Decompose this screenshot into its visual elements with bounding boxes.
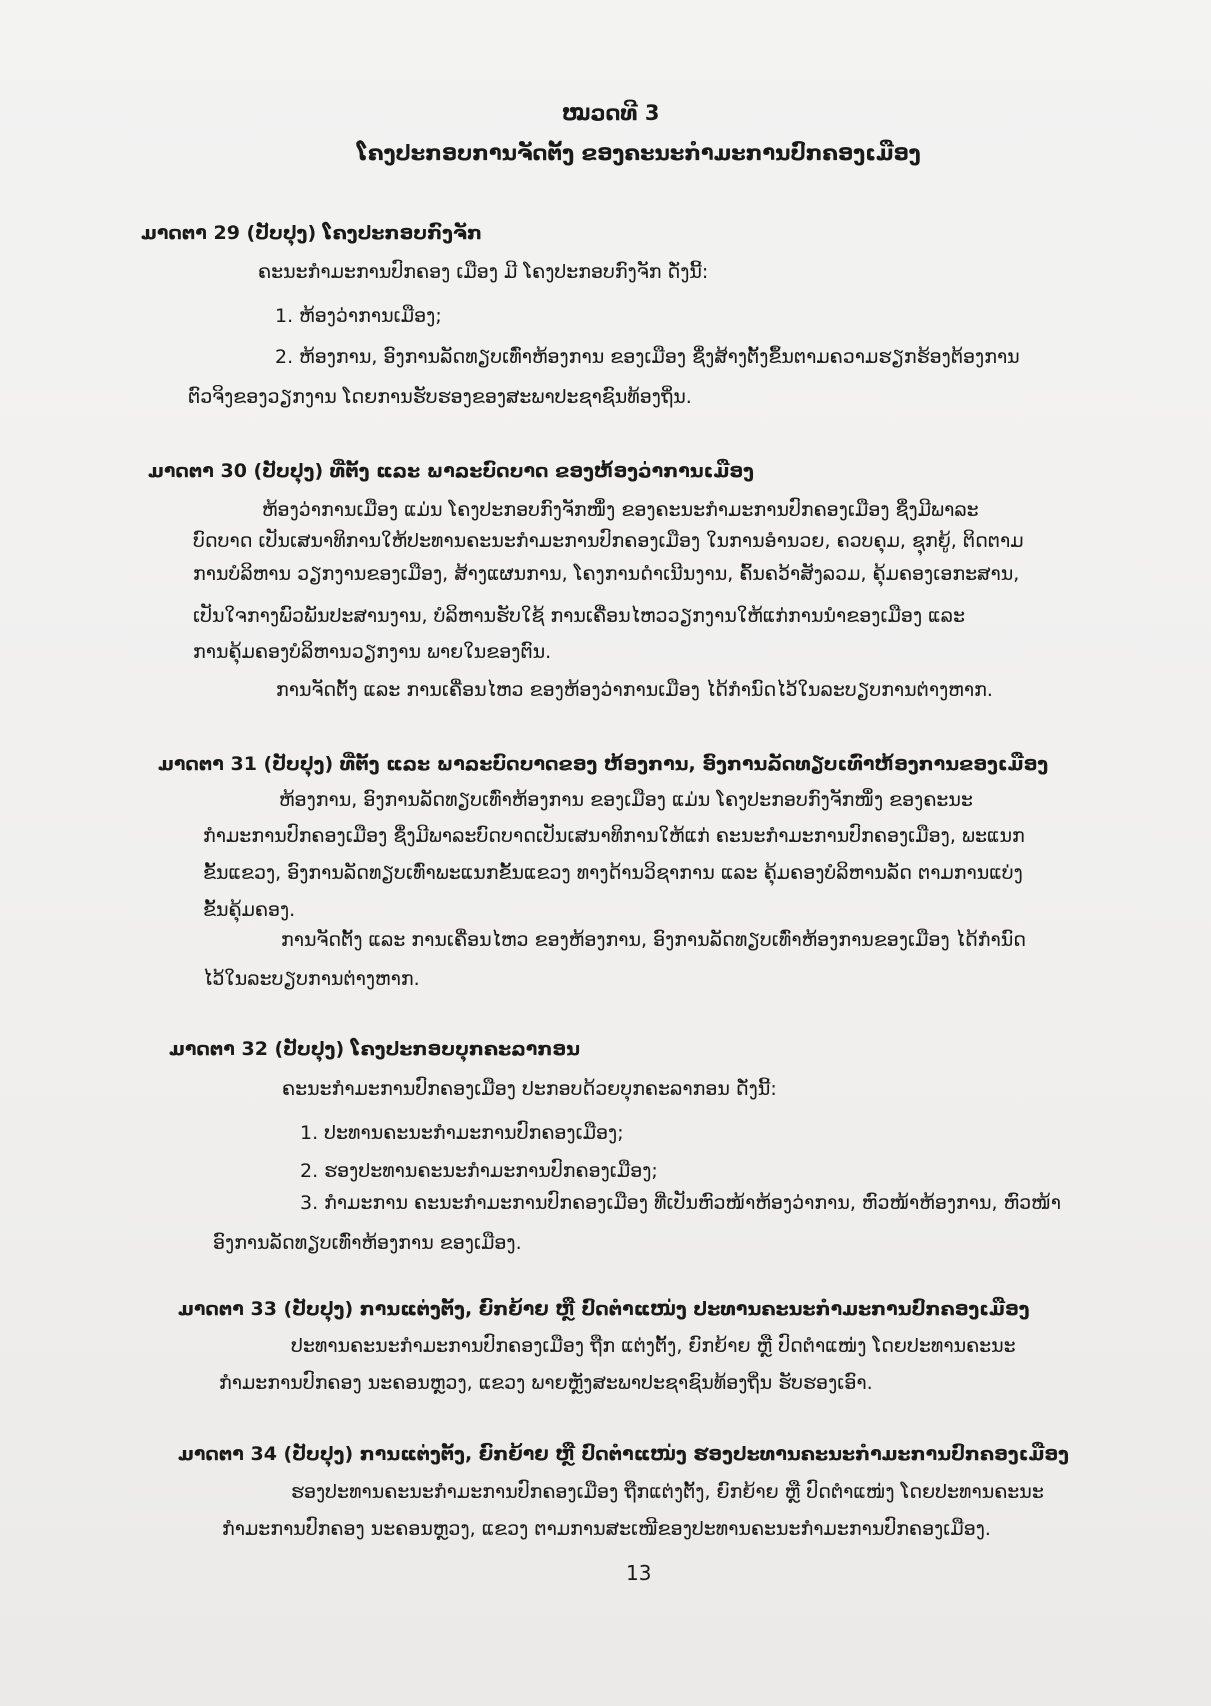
page-number: 13 bbox=[626, 1561, 652, 1585]
chapter-title: ໂຄງປະກອບການຈັດຕັ້ງ ຂອງຄະນະກຳມະການປົກຄອງເມືອງ bbox=[357, 141, 921, 165]
article-29-line: ຕົວຈິງຂອງວຽກງານ ໂດຍການຮັບຮອງຂອງສະພາປະຊາຊົນທ້ອງຖິ່ນ. bbox=[188, 386, 692, 408]
article-32-line: 1. ປະທານຄະນະກຳມະການປົກຄອງເມືອງ; bbox=[300, 1122, 624, 1144]
article-33-line: ປະທານຄະນະກຳມະການປົກຄອງເມືອງ ຖືກ ແຕ່ງຕັ້ງ, ຍົກຍ້າຍ ຫຼື ປົດຕຳແໜ່ງ ໂດຍປະທານຄະນະ bbox=[291, 1335, 1016, 1357]
article-31-line: ຂັ້ນແຂວງ, ອົງການລັດທຽບເທົ່າພະແນກຂັ້ນແຂວງ ທາງດ້ານວິຊາການ ແລະ ຄຸ້ມຄອງບໍລິຫານລັດ ຕາມການແບ່ງ bbox=[203, 862, 1023, 884]
article-31-heading: ມາດຕາ 31 (ປັບປຸງ) ທີ່ຕັ້ງ ແລະ ພາລະບົດບາດຂອງ ຫ້ອງການ, ອົງການລັດທຽບເທົ່າຫ້ອງການຂອງເມືອງ bbox=[158, 753, 1049, 775]
article-33-heading: ມາດຕາ 33 (ປັບປຸງ) ການແຕ່ງຕັ້ງ, ຍົກຍ້າຍ ຫຼື ປົດຕຳແໜ່ງ ປະທານຄະນະກຳມະການປົກຄອງເມືອງ bbox=[178, 1298, 1030, 1320]
article-30-heading: ມາດຕາ 30 (ປັບປຸງ) ທີ່ຕັ້ງ ແລະ ພາລະບົດບາດ ຂອງຫ້ອງວ່າການເມືອງ bbox=[148, 460, 754, 482]
article-34-line: ຮອງປະທານຄະນະກຳມະການປົກຄອງເມືອງ ຖືກແຕ່ງຕັ້ງ, ຍົກຍ້າຍ ຫຼື ປົດຕຳແໜ່ງ ໂດຍປະທານຄະນະ bbox=[291, 1481, 1044, 1503]
article-29-line: 1. ຫ້ອງວ່າການເມືອງ; bbox=[275, 305, 442, 327]
article-32-line: ຄະນະກຳມະການປົກຄອງເມືອງ ປະກອບດ້ວຍບຸກຄະລາກອນ ດັ່ງນີ້: bbox=[282, 1078, 777, 1100]
article-31-line: ຂັ້ນຄຸ້ມຄອງ. bbox=[203, 899, 296, 921]
article-32-line: 2. ຮອງປະທານຄະນະກຳມະການປົກຄອງເມືອງ; bbox=[300, 1160, 658, 1182]
article-32-heading: ມາດຕາ 32 (ປັບປຸງ) ໂຄງປະກອບບຸກຄະລາກອນ bbox=[169, 1038, 581, 1060]
article-33-line: ກຳມະການປົກຄອງ ນະຄອນຫຼວງ, ແຂວງ ພາຍຫຼັງສະພາປະຊາຊົນທ້ອງຖິ່ນ ຮັບຮອງເອົາ. bbox=[219, 1372, 873, 1394]
article-29-heading: ມາດຕາ 29 (ປັບປຸງ) ໂຄງປະກອບກົງຈັກ bbox=[141, 222, 482, 244]
article-31-line: ໄວ້ໃນລະບຽບການຕ່າງຫາກ. bbox=[203, 968, 420, 990]
article-30-line: ການຈັດຕັ້ງ ແລະ ການເຄື່ອນໄຫວ ຂອງຫ້ອງວ່າການເມືອງ ໄດ້ກຳນົດໄວ້ໃນລະບຽບການຕ່າງຫາກ. bbox=[276, 679, 993, 701]
article-30-line: ການບໍລິຫານ ວຽກງານຂອງເມືອງ, ສ້າງແຜນການ, ໂຄງການດຳເນີນງານ, ຄົ້ນຄວ້າສັງລວມ, ຄຸ້ມຄອງເອກະສານ, bbox=[193, 563, 1020, 585]
chapter-label: ໝວດທີ 3 bbox=[562, 101, 660, 125]
article-29-line: ຄະນະກຳມະການປົກຄອງ ເມືອງ ມີ ໂຄງປະກອບກົງຈັກ ດັ່ງນີ້: bbox=[258, 261, 709, 283]
article-31-line: ກຳມະການປົກຄອງເມືອງ ຊຶ່ງມີພາລະບົດບາດເປັນເສນາທິການໃຫ້ແກ່ ຄະນະກຳມະການປົກຄອງເມືອງ, ພະແນກ bbox=[203, 825, 1025, 847]
article-34-heading: ມາດຕາ 34 (ປັບປຸງ) ການແຕ່ງຕັ້ງ, ຍົກຍ້າຍ ຫຼື ປົດຕຳແໜ່ງ ຮອງປະທານຄະນະກຳມະການປົກຄອງເມືອງ bbox=[178, 1443, 1069, 1465]
article-31-line: ການຈັດຕັ້ງ ແລະ ການເຄື່ອນໄຫວ ຂອງຫ້ອງການ, ອົງການລັດທຽບເທົ່າຫ້ອງການຂອງເມືອງ ໄດ້ກຳນົດ bbox=[281, 929, 1026, 951]
article-30-line: ຫ້ອງວ່າການເມືອງ ແມ່ນ ໂຄງປະກອບກົງຈັກໜຶ່ງ ຂອງຄະນະກຳມະການປົກຄອງເມືອງ ຊຶ່ງມີພາລະ bbox=[262, 499, 979, 521]
article-29-line: 2. ຫ້ອງການ, ອົງການລັດທຽບເທົ່າຫ້ອງການ ຂອງເມືອງ ຊຶ່ງສ້າງຕັ້ງຂຶ້ນຕາມຄວາມຮຽກຮ້ອງຕ້ອງການ bbox=[275, 346, 1020, 368]
article-32-line: ອົງການລັດທຽບເທົ່າຫ້ອງການ ຂອງເມືອງ. bbox=[213, 1232, 522, 1254]
article-30-line: ການຄຸ້ມຄອງບໍລິຫານວຽກງານ ພາຍໃນຂອງຕົນ. bbox=[193, 641, 552, 663]
article-31-line: ຫ້ອງການ, ອົງການລັດທຽບເທົ່າຫ້ອງການ ຂອງເມືອງ ແມ່ນ ໂຄງປະກອບກົງຈັກໜຶ່ງ ຂອງຄະນະ bbox=[279, 789, 973, 811]
article-34-line: ກຳມະການປົກຄອງ ນະຄອນຫຼວງ, ແຂວງ ຕາມການສະເໜີຂອງປະທານຄະນະກຳມະການປົກຄອງເມືອງ. bbox=[222, 1518, 991, 1540]
article-30-line: ເປັນໃຈກາງພົວພັນປະສານງານ, ບໍລິຫານຮັບໃຊ້ ການເຄື່ອນໄຫວວຽກງານໃຫ້ແກ່ການນຳຂອງເມືອງ ແລະ bbox=[193, 605, 965, 627]
article-32-line: 3. ກຳມະການ ຄະນະກຳມະການປົກຄອງເມືອງ ທີ່ເປັນຫົວໜ້າຫ້ອງວ່າການ, ຫົວໜ້າຫ້ອງການ, ຫົວໜ້າ bbox=[300, 1192, 1061, 1214]
article-30-line: ບົດບາດ ເປັນເສນາທິການໃຫ້ປະທານຄະນະກຳມະການປົກຄອງເມືອງ ໃນການອຳນວຍ, ຄວບຄຸມ, ຊຸກຍູ້, ຕິດຕາມ bbox=[193, 530, 1024, 552]
